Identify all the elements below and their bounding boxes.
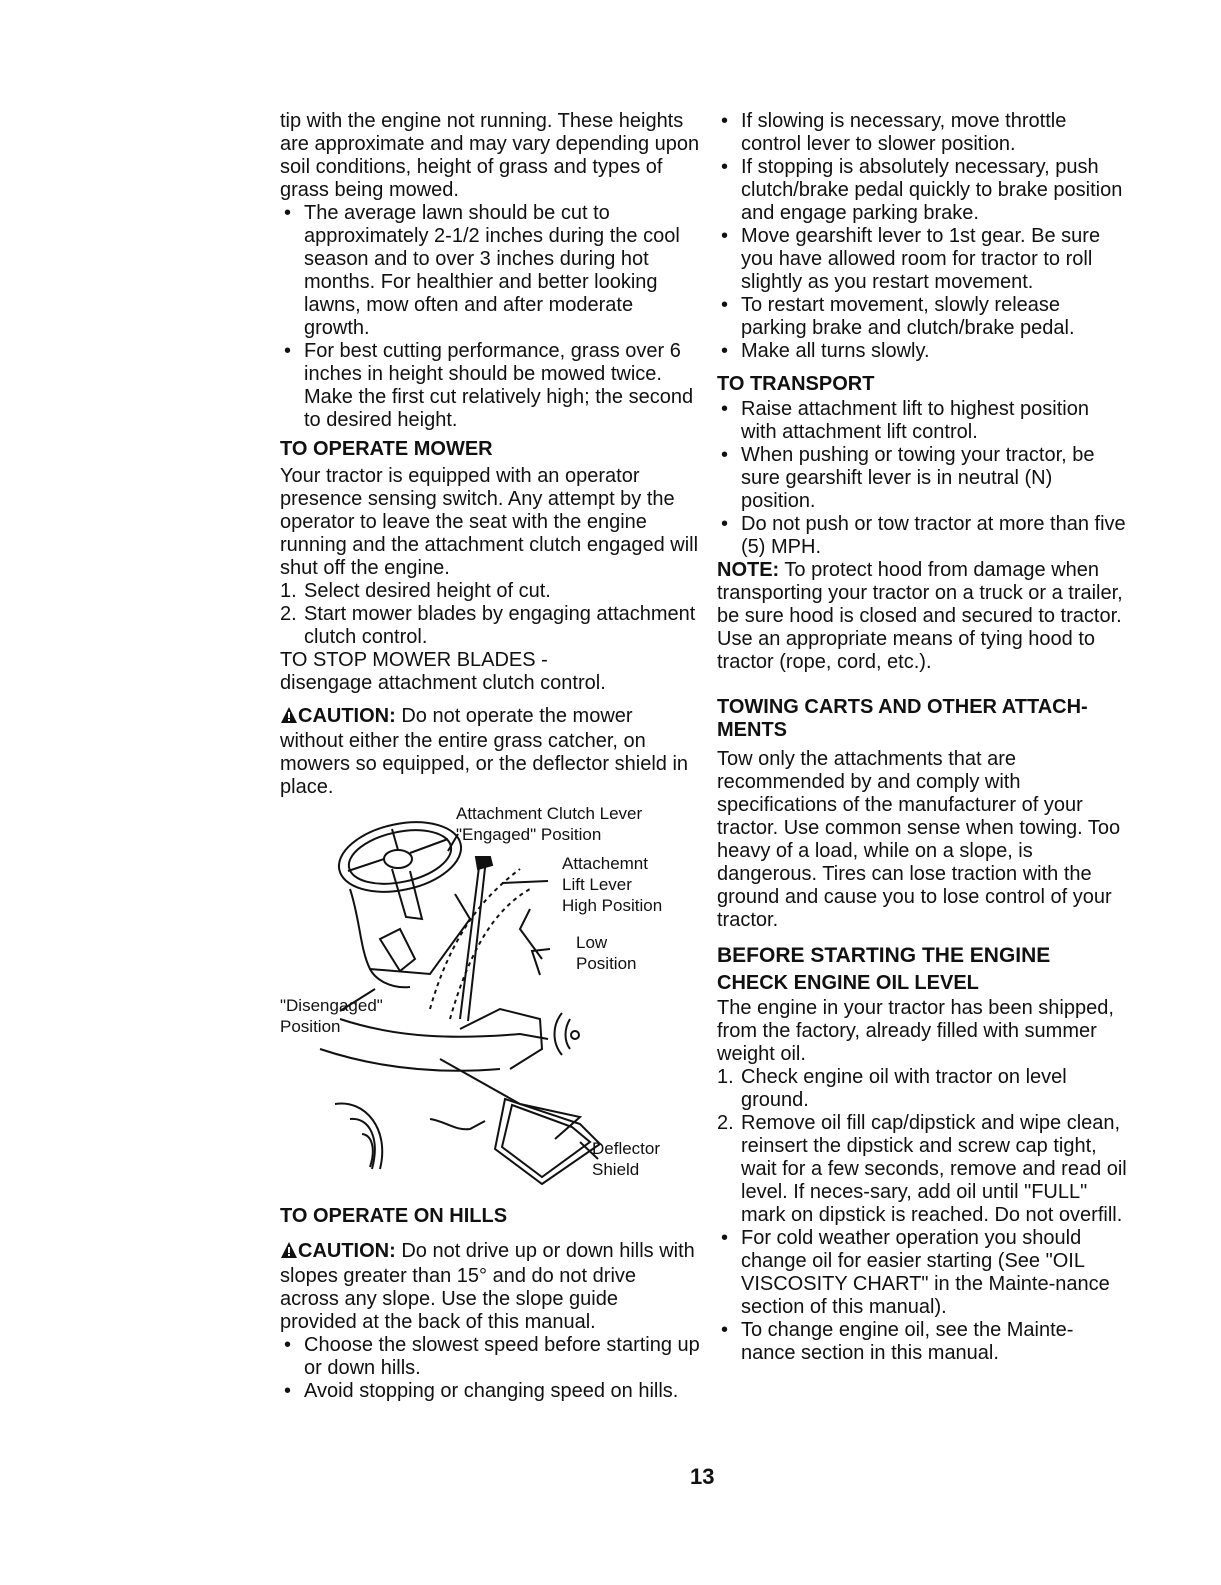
label-clutch-lever: Attachment Clutch Lever bbox=[456, 804, 643, 823]
hills-bullet-list bbox=[280, 1334, 700, 1403]
before-starting-body: The engine in your tractor has been shipped, from the factory, already filled with summer weight oil. bbox=[717, 997, 1114, 1065]
note-text: To protect hood from damage when transporting your tractor on a truck or a trailer, be sure hood is closed and secured to tractor. Use an appropriate means of tying hood to tractor (rope, cord, etc.). bbox=[717, 559, 1123, 673]
list-item: • Choose the slowest speed before starting up or down hills. bbox=[280, 1334, 700, 1380]
step-text: Remove oil fill cap/dipstick and wipe clean, reinsert the dipstick and screw cap tight, wait for a few seconds, remove and read oil level. If neces-sary, add oil until "FULL" mark on dipstick is reached. Do not overfill. bbox=[741, 1112, 1127, 1226]
list-item: • Move gearshift lever to 1st gear. Be sure you have allowed room for tractor to roll slightly as you restart movement. bbox=[717, 225, 1127, 294]
list-item bbox=[717, 1112, 1127, 1227]
step-text: Select desired height of cut. bbox=[304, 580, 551, 602]
label-lift-lever-2: Lift Lever bbox=[562, 875, 632, 894]
list-item: • Make all turns slowly. bbox=[717, 340, 1127, 363]
list-item: • Raise attachment lift to highest position with attachment lift control. bbox=[717, 398, 1127, 444]
left-column bbox=[280, 110, 700, 1403]
label-deflector: Deflector bbox=[592, 1139, 661, 1158]
section-heading-operate-mower: TO OPERATE MOWER bbox=[280, 438, 493, 460]
note-label: NOTE: bbox=[717, 559, 780, 581]
step-number: 2. bbox=[280, 603, 297, 625]
caution-label: CAUTION: bbox=[298, 1240, 396, 1262]
hill-bullet-list bbox=[717, 110, 1127, 363]
list-item: • When pushing or towing your tractor, be sure gearshift lever is in neutral (N) position. bbox=[717, 444, 1127, 513]
label-engaged-position: "Engaged" Position bbox=[456, 825, 602, 844]
section-heading-before-starting: BEFORE STARTING THE ENGINE bbox=[717, 944, 1051, 967]
list-item: • To restart movement, slowly release parking brake and clutch/brake pedal. bbox=[717, 294, 1127, 340]
step-text: Start mower blades by engaging attachment clutch control. bbox=[304, 603, 696, 648]
label-high-position: High Position bbox=[562, 896, 663, 915]
list-item bbox=[717, 1066, 1127, 1112]
list-item bbox=[280, 603, 700, 649]
label-disengaged-position: Position bbox=[280, 1017, 341, 1036]
page-number: 13 bbox=[690, 1464, 715, 1489]
intro-bullet-list bbox=[280, 202, 700, 432]
list-item: • For best cutting performance, grass over 6 inches in height should be mowed twice. Make the first cut relatively high; the second to desired height. bbox=[280, 340, 700, 432]
caution-text: Do not operate the mower without either the entire grass catcher, on mowers so equipped, or the deflector shield in place. bbox=[280, 705, 689, 798]
label-lift-lever-1: Attachemnt bbox=[562, 854, 648, 873]
stop-blades-heading: TO STOP MOWER BLADES - bbox=[280, 649, 548, 671]
list-item bbox=[280, 580, 700, 603]
list-item: • If slowing is necessary, move throttle control lever to slower position. bbox=[717, 110, 1127, 156]
operate-mower-body: Your tractor is equipped with an operator presence sensing switch. Any attempt by the operator to leave the seat with the engine running and the attachment clutch engaged will shut off the engine. bbox=[280, 465, 699, 579]
warning-triangle-icon bbox=[280, 706, 298, 730]
stop-blades-text: disengage attachment clutch control. bbox=[280, 672, 606, 694]
label-shield: Shield bbox=[592, 1160, 640, 1179]
caution-label: CAUTION: bbox=[298, 705, 396, 727]
caution-hills bbox=[280, 1240, 700, 1334]
transport-note bbox=[717, 559, 1127, 674]
towing-body: Tow only the attachments that are recommended by and comply with specifications of the manufacturer of your tractor. Use common sense when towing. Too heavy of a load, while on a slope, is dangerous. Tires can lose traction with the ground and cause you to lose control of your tractor. bbox=[717, 748, 1121, 931]
step-number: 1. bbox=[717, 1066, 734, 1088]
label-disengaged: "Disengaged" bbox=[280, 996, 383, 1015]
caution-mower bbox=[280, 705, 700, 799]
step-text: Check engine oil with tractor on level ground. bbox=[741, 1066, 1067, 1111]
label-low-position: Position bbox=[576, 954, 637, 973]
list-item: • For cold weather operation you should change oil for easier starting (See "OIL VISCOSITY CHART" in the Mainte-nance section of this manual). bbox=[717, 1227, 1127, 1319]
subheading-check-oil: CHECK ENGINE OIL LEVEL bbox=[717, 972, 979, 994]
list-item: • The average lawn should be cut to approximately 2-1/2 inches during the cool season and to over 3 inches during hot months. For healthier and better looking lawns, mow often and after moderate growth. bbox=[280, 202, 700, 340]
oil-bullet-list bbox=[717, 1227, 1127, 1365]
right-column bbox=[717, 110, 1127, 1365]
transport-bullet-list bbox=[717, 398, 1127, 559]
step-number: 2. bbox=[717, 1112, 734, 1134]
label-low: Low bbox=[576, 933, 608, 952]
warning-triangle-icon bbox=[280, 1241, 298, 1265]
section-heading-hills: TO OPERATE ON HILLS bbox=[280, 1205, 508, 1227]
step-number: 1. bbox=[280, 580, 297, 602]
section-heading-transport: TO TRANSPORT bbox=[717, 373, 875, 395]
list-item: • If stopping is absolutely necessary, push clutch/brake pedal quickly to brake position and engage parking brake. bbox=[717, 156, 1127, 225]
list-item: • Avoid stopping or changing speed on hills. bbox=[280, 1380, 700, 1403]
list-item: • Do not push or tow tractor at more than five (5) MPH. bbox=[717, 513, 1127, 559]
intro-paragraph: tip with the engine not running. These heights are approximate and may vary depending upon soil conditions, height of grass and types of grass being mowed. bbox=[280, 110, 700, 201]
list-item: • To change engine oil, see the Mainte-nance section in this manual. bbox=[717, 1319, 1127, 1365]
section-heading-towing: TOWING CARTS AND OTHER ATTACH-MENTS bbox=[717, 696, 1088, 741]
oil-check-steps bbox=[717, 1066, 1127, 1227]
caution-text: Do not drive up or down hills with slopes greater than 15° and do not drive across any slope. Use the slope guide provided at the back of this manual. bbox=[280, 1240, 695, 1333]
mower-controls-figure bbox=[280, 799, 700, 1189]
operate-mower-steps bbox=[280, 580, 700, 649]
